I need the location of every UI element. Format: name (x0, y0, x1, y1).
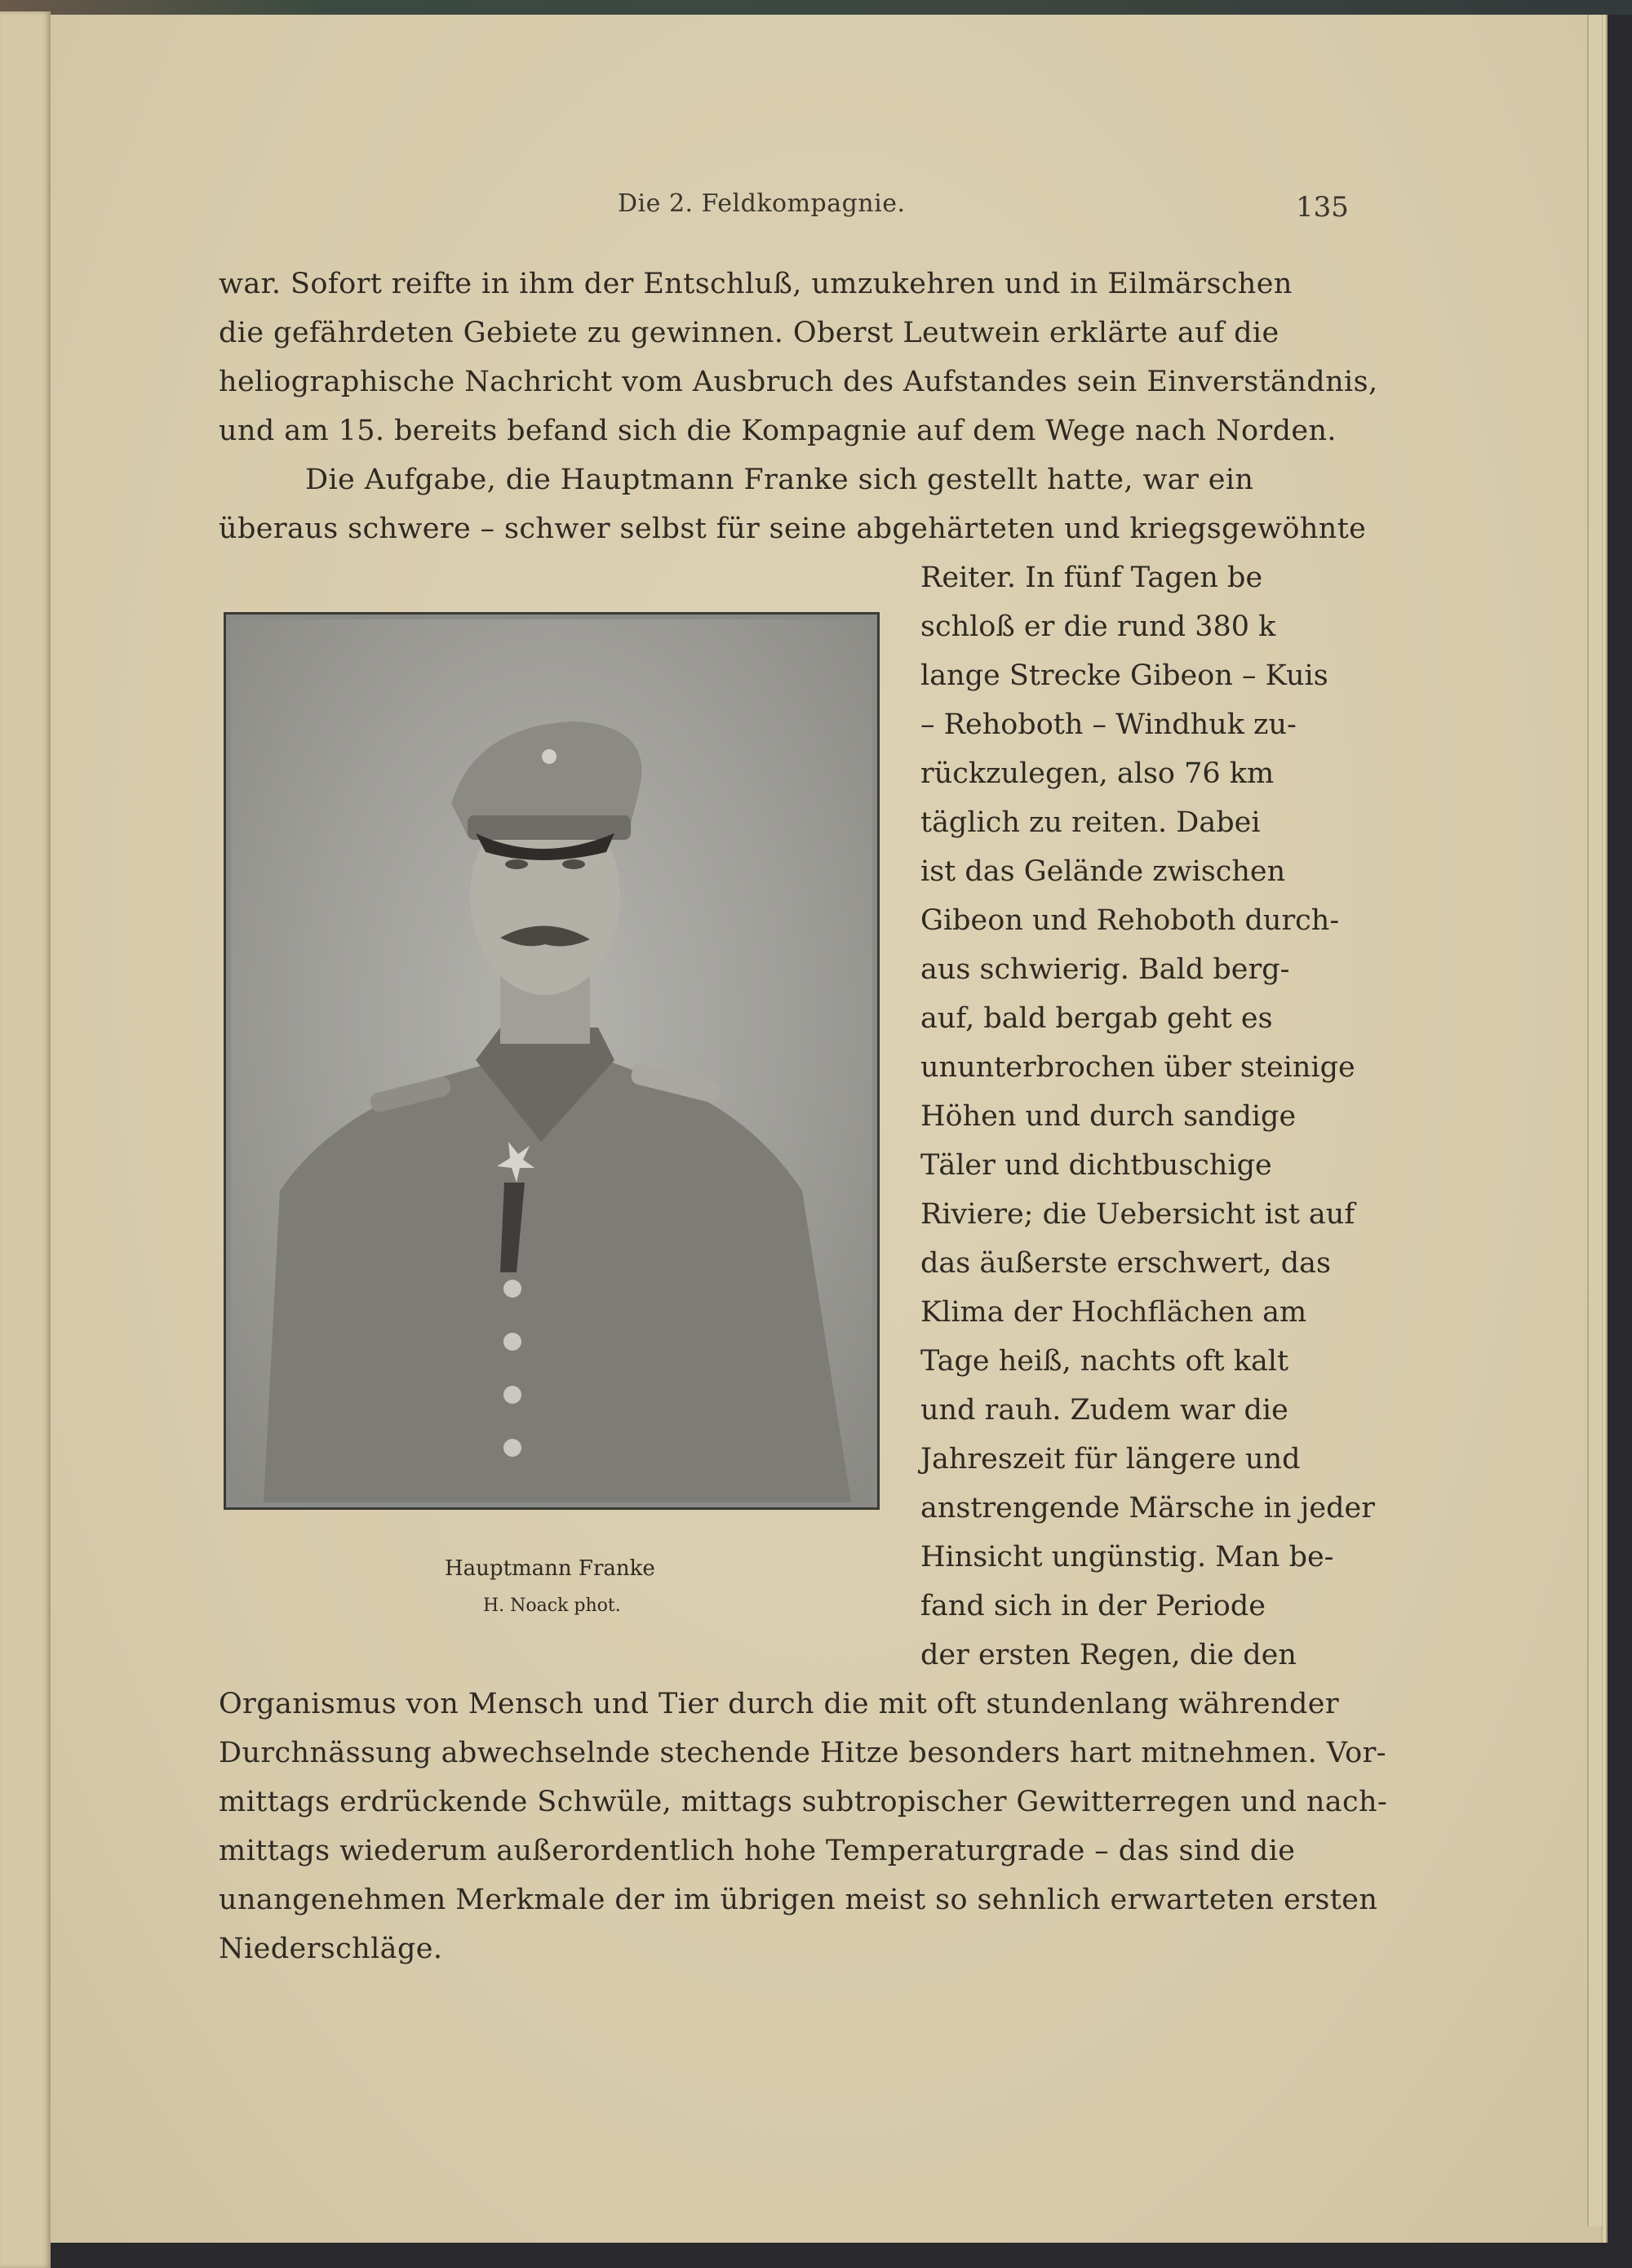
text-line: anstrengende Märsche in jeder (920, 1492, 1375, 1525)
text-line: rückzulegen, also 76 km (920, 757, 1275, 790)
portrait-photo (231, 619, 872, 1502)
text-line: überaus schwere – schwer selbst für seine abgehärteten und kriegsgewöhnte (219, 513, 1367, 545)
text-line: unangenehmen Merkmale der im übrigen meist so sehnlich erwarteten ersten (219, 1884, 1378, 1916)
text-line: Jahreszeit für längere und (920, 1443, 1301, 1476)
text-line: Die Aufgabe, die Hauptmann Franke sich gestellt hatte, war ein (305, 464, 1254, 496)
text-line: fand sich in der Periode (920, 1590, 1266, 1622)
text-line: Hinsicht ungünstig. Man be- (920, 1541, 1334, 1573)
text-line: und am 15. bereits befand sich die Kompagnie auf dem Wege nach Norden. (219, 415, 1337, 447)
text-line: Klima der Hochflächen am (920, 1296, 1307, 1329)
text-line: ununterbrochen über steinige (920, 1051, 1355, 1084)
portrait-figure (224, 612, 880, 1510)
text-line: – Rehoboth – Windhuk zu- (920, 708, 1297, 741)
figure-caption: Hauptmann Franke (445, 1556, 655, 1581)
text-line: das äußerste erschwert, das (920, 1247, 1331, 1280)
text-line: Täler und dichtbuschige (920, 1149, 1272, 1182)
text-line: mittags wiederum außerordentlich hohe Temperaturgrade – das sind die (219, 1835, 1296, 1867)
text-line: Niederschläge. (219, 1933, 443, 1965)
text-line: lange Strecke Gibeon – Kuis (920, 659, 1328, 692)
text-line: Gibeon und Rehoboth durch- (920, 904, 1340, 937)
text-line: und rauh. Zudem war die (920, 1394, 1288, 1427)
page-stack-edge (1587, 15, 1602, 2226)
text-line: täglich zu reiten. Dabei (920, 806, 1261, 839)
page-number: 135 (1296, 191, 1349, 224)
officer-portrait-icon (231, 619, 872, 1502)
previous-page-edge (0, 11, 51, 2268)
text-line: Höhen und durch sandige (920, 1100, 1297, 1133)
text-line: Riviere; die Uebersicht ist auf (920, 1198, 1355, 1231)
text-line: Durchnässung abwechselnde stechende Hitze besonders hart mitnehmen. Vor- (219, 1737, 1386, 1769)
text-line: Tage heiß, nachts oft kalt (920, 1345, 1289, 1378)
text-line: ist das Gelände zwischen (920, 855, 1286, 888)
running-header: Die 2. Feldkompagnie. (618, 189, 906, 218)
figure-credit: H. Noack phot. (483, 1596, 621, 1616)
text-line: der ersten Regen, die den (920, 1639, 1297, 1671)
text-line: schloß er die rund 380 k (920, 610, 1276, 643)
text-line: auf, bald bergab geht es (920, 1002, 1273, 1035)
text-line: heliographische Nachricht vom Ausbruch des Aufstandes sein Einverständnis, (219, 366, 1378, 398)
text-line: Reiter. In fünf Tagen be (920, 561, 1263, 594)
book-cover-edge (0, 0, 1632, 15)
text-line: war. Sofort reifte in ihm der Entschluß, umzukehren und in Eilmärschen (219, 268, 1293, 300)
text-line: mittags erdrückende Schwüle, mittags subtropischer Gewitterregen und nach- (219, 1786, 1388, 1818)
text-line: die gefährdeten Gebiete zu gewinnen. Oberst Leutwein erklärte auf die (219, 317, 1279, 349)
text-line: aus schwierig. Bald berg- (920, 953, 1290, 986)
text-line: Organismus von Mensch und Tier durch die mit oft stundenlang währender (219, 1688, 1340, 1720)
